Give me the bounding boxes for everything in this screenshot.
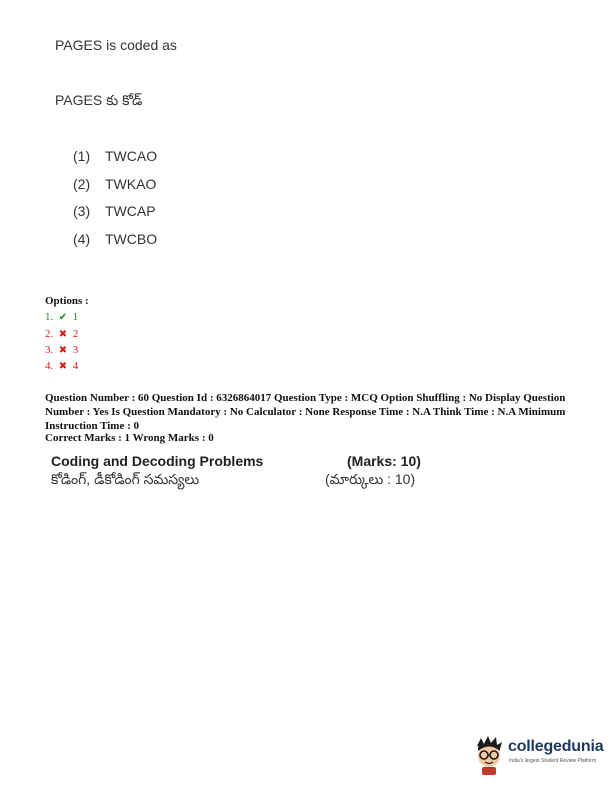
question-text-telugu: PAGES కు కోడ్ bbox=[55, 92, 143, 108]
option-value: 2 bbox=[72, 328, 79, 340]
option-row-1 bbox=[45, 311, 78, 323]
logo-brand: collegedunia bbox=[508, 738, 604, 755]
option-value: 1 bbox=[72, 311, 79, 323]
option-index: 1. bbox=[45, 311, 54, 323]
option-value: 4 bbox=[72, 360, 79, 372]
option-row-2 bbox=[45, 328, 78, 340]
check-icon: ✔ bbox=[58, 312, 68, 323]
option-index: 3. bbox=[45, 344, 54, 356]
section-title-telugu: కోడింగ్, డీకోడింగ్ సమస్యలు bbox=[51, 471, 200, 487]
choice-number: (2) bbox=[73, 176, 91, 192]
cross-icon: ✖ bbox=[58, 361, 68, 372]
option-value: 3 bbox=[72, 344, 79, 356]
mascot-icon bbox=[472, 734, 506, 778]
cross-icon: ✖ bbox=[58, 329, 68, 340]
option-row-4 bbox=[45, 360, 78, 372]
cross-icon: ✖ bbox=[58, 345, 68, 356]
choice-text: TWCBO bbox=[105, 231, 158, 247]
options-title: Options : bbox=[45, 295, 89, 307]
choice-number: (3) bbox=[73, 203, 91, 219]
collegedunia-logo bbox=[472, 734, 602, 778]
choice-number: (1) bbox=[73, 148, 91, 164]
option-index: 4. bbox=[45, 360, 54, 372]
marks-info: Correct Marks : 1 Wrong Marks : 0 bbox=[45, 432, 214, 444]
option-index: 2. bbox=[45, 328, 54, 340]
choice-4 bbox=[73, 231, 157, 247]
question-text-english: PAGES is coded as bbox=[55, 37, 177, 53]
section-marks-telugu: (మార్కులు : 10) bbox=[325, 471, 416, 487]
choice-number: (4) bbox=[73, 231, 91, 247]
option-row-3 bbox=[45, 344, 78, 356]
section-title: Coding and Decoding Problems bbox=[51, 453, 264, 469]
choice-3 bbox=[73, 203, 156, 219]
choice-1 bbox=[73, 148, 157, 164]
choice-text: TWKAO bbox=[105, 176, 157, 192]
choice-2 bbox=[73, 176, 156, 192]
choice-text: TWCAP bbox=[105, 203, 156, 219]
section-marks: (Marks: 10) bbox=[347, 453, 421, 469]
question-metadata: Question Number : 60 Question Id : 6326864017 Question Type : MCQ Option Shuffling : No Display Question Number : Yes Is Question Mandatory : No Calculator : None Response Time : N.A Think Time : N.A Minimum Instruction Time : 0 bbox=[45, 392, 566, 432]
logo-tagline: India's largest Student Review Platform bbox=[509, 758, 597, 764]
choice-text: TWCAO bbox=[105, 148, 158, 164]
